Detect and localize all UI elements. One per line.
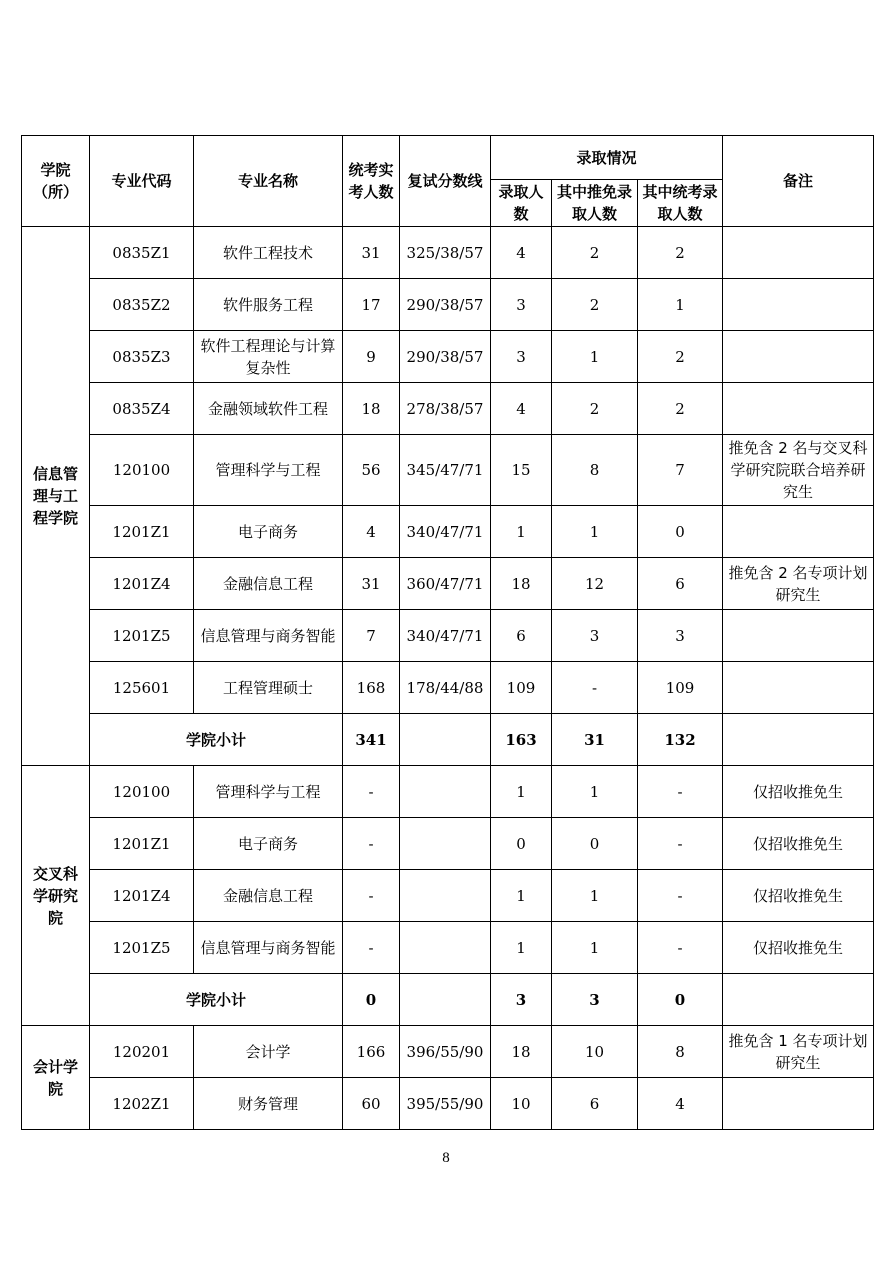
major-name: 工程管理硕士 — [194, 662, 343, 714]
exam-count: - — [343, 766, 400, 818]
remark: 仅招收推免生 — [723, 818, 874, 870]
exam-count: - — [343, 870, 400, 922]
subtotal-label: 学院小计 — [90, 974, 343, 1026]
remark: 推免含 2 名与交叉科学研究院联合培养研究生 — [723, 435, 874, 506]
table-row — [22, 1026, 874, 1078]
exempt-admitted-count: 2 — [552, 383, 638, 435]
exam-count: 168 — [343, 662, 400, 714]
admitted-count: 1 — [491, 870, 552, 922]
subtotal-cutoff — [400, 714, 491, 766]
major-code: 1201Z4 — [90, 558, 194, 610]
remark: 仅招收推免生 — [723, 766, 874, 818]
exempt-admitted-count: 6 — [552, 1078, 638, 1130]
exam-admitted-count: 1 — [638, 279, 723, 331]
cutoff-score: 325/38/57 — [400, 227, 491, 279]
subtotal-exempt: 31 — [552, 714, 638, 766]
exempt-admitted-count: 2 — [552, 279, 638, 331]
major-name: 财务管理 — [194, 1078, 343, 1130]
subtotal-admitted: 163 — [491, 714, 552, 766]
exam-count: - — [343, 818, 400, 870]
exam-count: 56 — [343, 435, 400, 506]
admitted-count: 109 — [491, 662, 552, 714]
cutoff-score: 395/55/90 — [400, 1078, 491, 1130]
table-row — [22, 227, 874, 279]
major-code: 120100 — [90, 435, 194, 506]
exempt-admitted-count: 1 — [552, 870, 638, 922]
exam-count: 60 — [343, 1078, 400, 1130]
cutoff-score: 178/44/88 — [400, 662, 491, 714]
table-row — [22, 922, 874, 974]
exam-count: 7 — [343, 610, 400, 662]
exam-count: 4 — [343, 506, 400, 558]
table-row — [22, 870, 874, 922]
remark — [723, 279, 874, 331]
header-exam-count: 统考实考人数 — [343, 136, 400, 227]
subtotal-exempt: 3 — [552, 974, 638, 1026]
exam-admitted-count: 2 — [638, 331, 723, 383]
cutoff-score: 340/47/71 — [400, 506, 491, 558]
exempt-admitted-count: 1 — [552, 922, 638, 974]
major-code: 0835Z1 — [90, 227, 194, 279]
remark — [723, 506, 874, 558]
admissions-table — [21, 135, 874, 1130]
subtotal-label: 学院小计 — [90, 714, 343, 766]
remark: 推免含 2 名专项计划研究生 — [723, 558, 874, 610]
admitted-count: 6 — [491, 610, 552, 662]
exam-admitted-count: - — [638, 818, 723, 870]
subtotal-row — [22, 714, 874, 766]
cutoff-score: 290/38/57 — [400, 279, 491, 331]
remark — [723, 383, 874, 435]
cutoff-score — [400, 922, 491, 974]
exempt-admitted-count: 1 — [552, 506, 638, 558]
header-exam-admitted: 其中统考录取人数 — [638, 180, 723, 227]
exam-admitted-count: 7 — [638, 435, 723, 506]
major-code: 120100 — [90, 766, 194, 818]
major-code: 1201Z4 — [90, 870, 194, 922]
subtotal-row — [22, 974, 874, 1026]
exam-count: 166 — [343, 1026, 400, 1078]
exam-admitted-count: 0 — [638, 506, 723, 558]
major-name: 软件工程理论与计算复杂性 — [194, 331, 343, 383]
remark — [723, 662, 874, 714]
remark — [723, 227, 874, 279]
exam-admitted-count: 2 — [638, 227, 723, 279]
remark: 仅招收推免生 — [723, 922, 874, 974]
header-remarks: 备注 — [723, 136, 874, 227]
remark: 仅招收推免生 — [723, 870, 874, 922]
admitted-count: 0 — [491, 818, 552, 870]
major-name: 管理科学与工程 — [194, 435, 343, 506]
exam-count: 31 — [343, 227, 400, 279]
major-code: 1201Z1 — [90, 818, 194, 870]
major-name: 管理科学与工程 — [194, 766, 343, 818]
major-code: 0835Z4 — [90, 383, 194, 435]
admitted-count: 3 — [491, 279, 552, 331]
college-name: 会计学院 — [22, 1026, 90, 1130]
college-name: 交叉科学研究院 — [22, 766, 90, 1026]
table-row — [22, 766, 874, 818]
major-code: 1202Z1 — [90, 1078, 194, 1130]
major-code: 125601 — [90, 662, 194, 714]
exam-count: 18 — [343, 383, 400, 435]
page-number: 8 — [442, 1150, 450, 1166]
exempt-admitted-count: 8 — [552, 435, 638, 506]
cutoff-score: 290/38/57 — [400, 331, 491, 383]
subtotal-exam-count: 0 — [343, 974, 400, 1026]
exempt-admitted-count: 10 — [552, 1026, 638, 1078]
table-body — [22, 227, 874, 1130]
table-row — [22, 279, 874, 331]
exam-count: 31 — [343, 558, 400, 610]
header-name: 专业名称 — [194, 136, 343, 227]
exam-admitted-count: 8 — [638, 1026, 723, 1078]
admitted-count: 1 — [491, 766, 552, 818]
major-name: 电子商务 — [194, 506, 343, 558]
major-name: 电子商务 — [194, 818, 343, 870]
admitted-count: 3 — [491, 331, 552, 383]
major-name: 会计学 — [194, 1026, 343, 1078]
college-name: 信息管理与工程学院 — [22, 227, 90, 766]
major-name: 金融信息工程 — [194, 870, 343, 922]
subtotal-cutoff — [400, 974, 491, 1026]
subtotal-exam-admitted: 132 — [638, 714, 723, 766]
subtotal-exam-count: 341 — [343, 714, 400, 766]
exam-admitted-count: 109 — [638, 662, 723, 714]
admitted-count: 18 — [491, 1026, 552, 1078]
cutoff-score — [400, 870, 491, 922]
header-cutoff: 复试分数线 — [400, 136, 491, 227]
major-name: 软件工程技术 — [194, 227, 343, 279]
remark: 推免含 1 名专项计划研究生 — [723, 1026, 874, 1078]
cutoff-score — [400, 818, 491, 870]
exam-admitted-count: 6 — [638, 558, 723, 610]
major-name: 金融信息工程 — [194, 558, 343, 610]
exam-count: 17 — [343, 279, 400, 331]
exam-admitted-count: 4 — [638, 1078, 723, 1130]
table-row — [22, 1078, 874, 1130]
exempt-admitted-count: - — [552, 662, 638, 714]
admitted-count: 1 — [491, 506, 552, 558]
major-name: 信息管理与商务智能 — [194, 922, 343, 974]
remark — [723, 610, 874, 662]
table-row — [22, 435, 874, 506]
admitted-count: 18 — [491, 558, 552, 610]
table-row — [22, 662, 874, 714]
exempt-admitted-count: 1 — [552, 766, 638, 818]
table-row — [22, 331, 874, 383]
header-admission: 录取情况 — [491, 136, 723, 180]
exam-admitted-count: 2 — [638, 383, 723, 435]
cutoff-score: 360/47/71 — [400, 558, 491, 610]
header-admitted: 录取人数 — [491, 180, 552, 227]
exempt-admitted-count: 0 — [552, 818, 638, 870]
admitted-count: 1 — [491, 922, 552, 974]
subtotal-remark — [723, 714, 874, 766]
major-name: 金融领域软件工程 — [194, 383, 343, 435]
remark — [723, 331, 874, 383]
table-row — [22, 558, 874, 610]
major-name: 信息管理与商务智能 — [194, 610, 343, 662]
header-exempt-admitted: 其中推免录取人数 — [552, 180, 638, 227]
admitted-count: 10 — [491, 1078, 552, 1130]
cutoff-score: 345/47/71 — [400, 435, 491, 506]
admitted-count: 4 — [491, 227, 552, 279]
subtotal-remark — [723, 974, 874, 1026]
cutoff-score — [400, 766, 491, 818]
major-code: 120201 — [90, 1026, 194, 1078]
table-row — [22, 818, 874, 870]
subtotal-admitted: 3 — [491, 974, 552, 1026]
cutoff-score: 340/47/71 — [400, 610, 491, 662]
table-row — [22, 610, 874, 662]
major-code: 1201Z5 — [90, 610, 194, 662]
exempt-admitted-count: 1 — [552, 331, 638, 383]
exempt-admitted-count: 12 — [552, 558, 638, 610]
header-college: 学院（所） — [22, 136, 90, 227]
exam-count: 9 — [343, 331, 400, 383]
table-row — [22, 506, 874, 558]
exempt-admitted-count: 2 — [552, 227, 638, 279]
major-code: 0835Z2 — [90, 279, 194, 331]
remark — [723, 1078, 874, 1130]
cutoff-score: 278/38/57 — [400, 383, 491, 435]
exam-count: - — [343, 922, 400, 974]
major-code: 1201Z5 — [90, 922, 194, 974]
exam-admitted-count: - — [638, 870, 723, 922]
admitted-count: 15 — [491, 435, 552, 506]
table-row — [22, 383, 874, 435]
exam-admitted-count: - — [638, 922, 723, 974]
major-code: 1201Z1 — [90, 506, 194, 558]
admitted-count: 4 — [491, 383, 552, 435]
exempt-admitted-count: 3 — [552, 610, 638, 662]
major-code: 0835Z3 — [90, 331, 194, 383]
subtotal-exam-admitted: 0 — [638, 974, 723, 1026]
major-name: 软件服务工程 — [194, 279, 343, 331]
cutoff-score: 396/55/90 — [400, 1026, 491, 1078]
header-code: 专业代码 — [90, 136, 194, 227]
exam-admitted-count: - — [638, 766, 723, 818]
exam-admitted-count: 3 — [638, 610, 723, 662]
